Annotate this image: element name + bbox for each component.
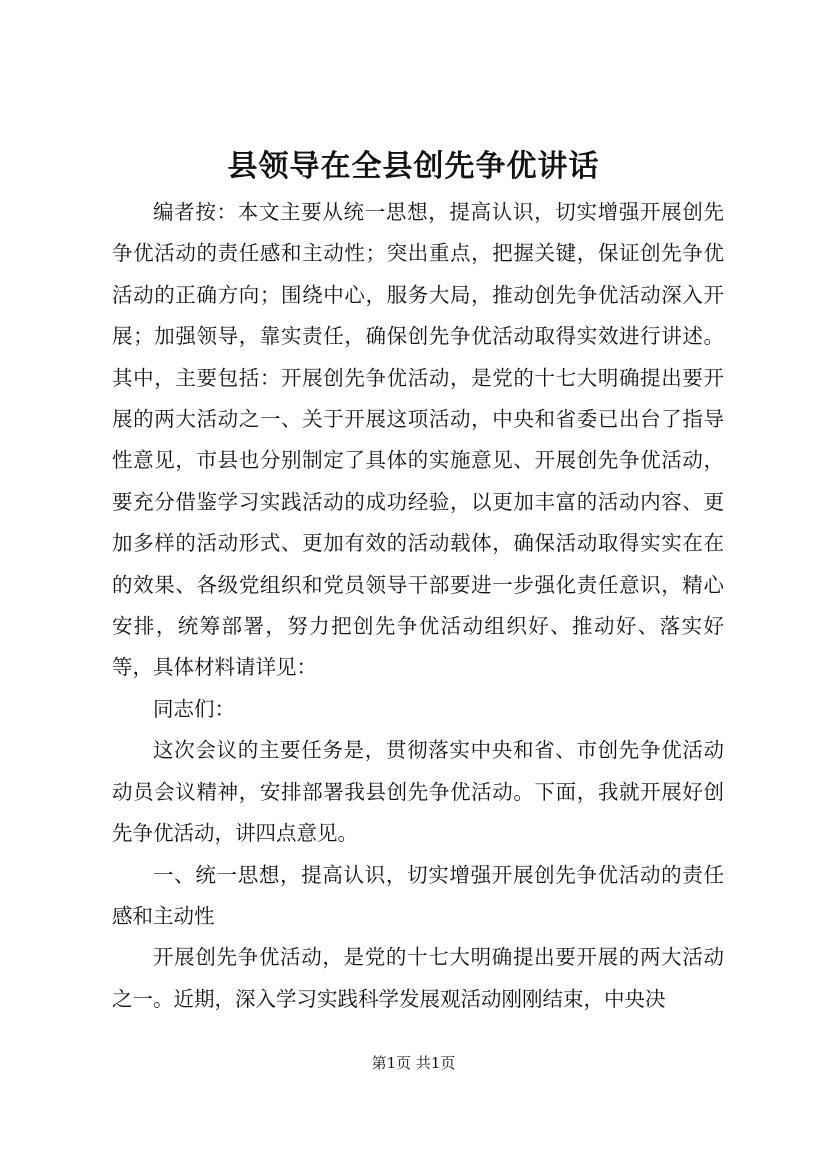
section-1-paragraph: 开展创先争优活动，是党的十七大明确提出要开展的两大活动之一。近期，深入学习实践科学发展观活动刚刚结束，中央决 (112, 945, 724, 1011)
editor-note-paragraph: 编者按：本文主要从统一思想，提高认识，切实增强开展创先争优活动的责任感和主动性；突出重点，把握关键，保证创先争优活动的正确方向；围绕中心，服务大局，推动创先争优活动深入开展；加强领导，靠实责任，确保创先争优活动取得实效进行讲述。其中，主要包括：开展创先争优活动，是党的十七大明确提出要开展的两大活动之一、关于开展这项活动，中央和省委已出台了指导性意见，市县也分别制定了具体的实施意见、开展创先争优活动，要充分借鉴学习实践活动的成功经验，以更加丰富的活动内容、更加多样的活动形式、更加有效的活动载体，确保活动取得实实在在的效果、各级党组织和党员领导干部要进一步强化责任意识，精心安排，统筹部署，努力把创先争优活动组织好、推动好、落实好等，具体材料请详见： (112, 200, 724, 680)
document-body (112, 192, 724, 1020)
section-heading-1: 一、统一思想，提高认识，切实增强开展创先争优活动的责任感和主动性 (112, 862, 724, 928)
document-title: 县领导在全县创先争优讲话 (227, 149, 600, 184)
salutation-paragraph: 同志们： (153, 696, 235, 721)
intro-paragraph: 这次会议的主要任务是，贯彻落实中央和省、市创先争优活动动员会议精神，安排部署我县创先争优活动。下面，我就开展好创先争优活动，讲四点意见。 (112, 738, 724, 846)
page-number-footer: 第1页 共1页 (371, 1054, 456, 1072)
